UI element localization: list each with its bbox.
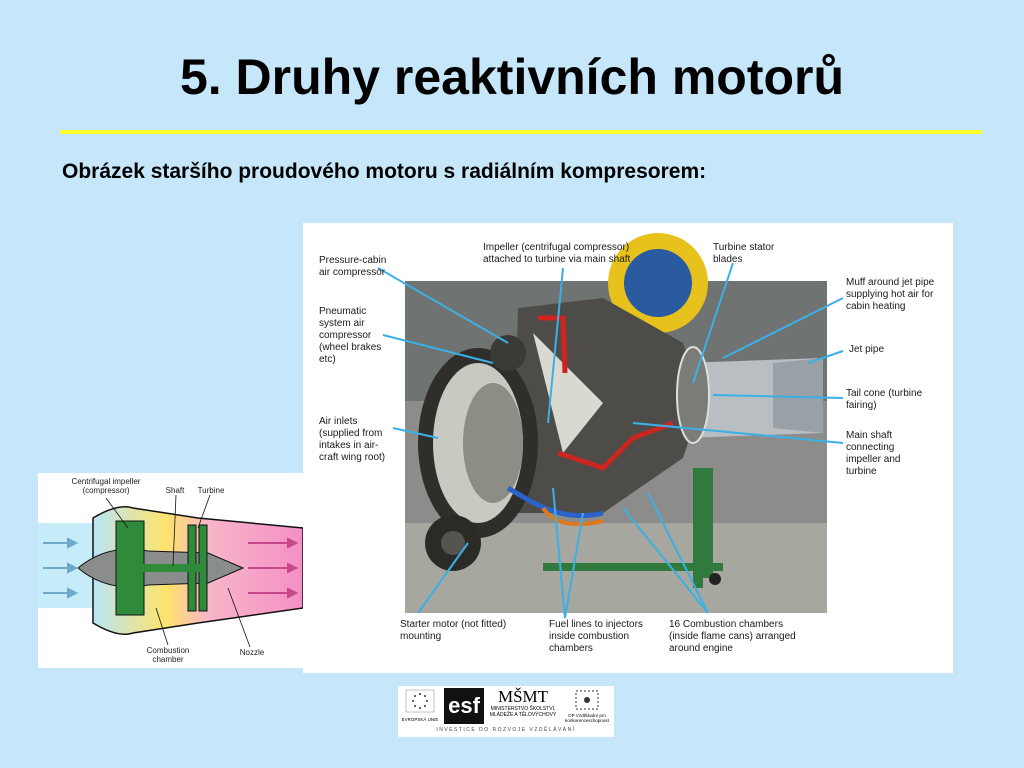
op-logo xyxy=(562,688,612,724)
engine-photo xyxy=(303,223,953,673)
label-air-inlets: Air inlets (supplied from intakes in air-craft wing root) xyxy=(319,416,386,463)
label-pneumatic: Pneumatic system air compressor (wheel brakes etc) xyxy=(319,306,382,365)
slide-subtitle: Obrázek staršího proudového motoru s radiálním kompresorem: xyxy=(62,160,707,183)
schem-label-shaft: Shaft xyxy=(165,486,185,495)
schem-label-impeller: Centrifugal impeller (compressor) xyxy=(71,477,141,495)
label-tail-cone: Tail cone (turbine fairing) xyxy=(846,388,923,411)
schem-label-combustion: Combustion chamber xyxy=(146,646,190,664)
msmt-mark: MŠMT xyxy=(497,687,549,706)
op-label: OP Vzdělávání pro konkurenceschopnost xyxy=(565,713,609,723)
title-underline xyxy=(60,130,982,134)
eu-stars-icon xyxy=(400,688,440,716)
label-muff: Muff around jet pipe supplying hot air for cabin heating xyxy=(846,277,935,312)
slide-title: 5. Druhy reaktivních motorů xyxy=(179,49,845,105)
op-emblem-icon xyxy=(562,688,612,712)
label-impeller: Impeller (centrifugal compressor) attached to turbine via main shaft xyxy=(483,242,631,265)
label-turbine-stator: Turbine stator blades xyxy=(713,242,775,265)
label-starter: Starter motor (not fitted) mounting xyxy=(400,619,507,642)
msmt-logo xyxy=(488,688,558,724)
label-jet-pipe: Jet pipe xyxy=(849,344,885,355)
eu-label: EVROPSKÁ UNIE xyxy=(401,717,439,722)
label-main-shaft: Main shaft connecting impeller and turbine xyxy=(846,430,901,477)
label-fuel-lines: Fuel lines to injectors inside combustion chambers xyxy=(549,619,643,654)
esf-logo: esf xyxy=(444,688,484,724)
eu-flag-logo xyxy=(400,688,440,724)
schem-label-turbine: Turbine xyxy=(197,486,225,495)
slogan: INVESTICE DO ROZVOJE VZDĚLÁVÁNÍ xyxy=(436,727,576,733)
label-combustion-chambers: 16 Combustion chambers (inside flame cans) arranged around engine xyxy=(669,619,796,654)
label-pressure-cabin: Pressure-cabin air compressor xyxy=(319,255,387,278)
msmt-label: MINISTERSTVO ŠKOLSTVÍ, MLÁDEŽE A TĚLOVÝCHOVY xyxy=(489,706,557,718)
turbojet-schematic xyxy=(38,473,303,668)
funding-logos xyxy=(398,686,614,737)
schem-label-nozzle: Nozzle xyxy=(239,648,265,657)
schematic-illustration xyxy=(38,473,303,668)
